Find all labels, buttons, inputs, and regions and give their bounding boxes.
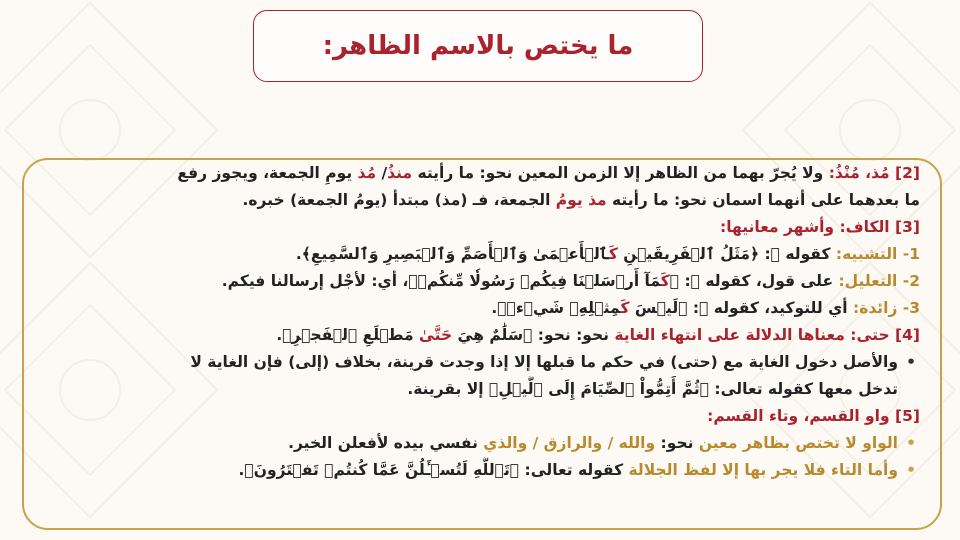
content-text (34, 160, 920, 484)
text-run: وأما التاء فلا يجر بها إلا لفظ الجلالة (623, 461, 898, 479)
text-run: 2- التعليل: (833, 272, 920, 290)
content-line (34, 430, 920, 457)
text-run: يومِ الجمعة، ويجوز رفع (177, 164, 358, 182)
title-box (253, 10, 703, 82)
content-line (34, 322, 920, 349)
text-run: الواو لا تختص بظاهر معين (693, 434, 898, 452)
text-run: ما بعدهما على أنهما اسمان نحو: ما رأيته (606, 191, 920, 209)
text-run: نحو: (655, 434, 694, 452)
text-run: كَ (620, 299, 630, 317)
text-run: كَ (660, 272, 670, 290)
text-run: 3- زائدة: (847, 299, 920, 317)
text-run: كقوله تعالى: ﴿تَٱللَّهِ لَتُسۡـَٔلُنَّ عَمَّا كُنتُمۡ تَفۡتَرُونَ﴾. (238, 461, 624, 479)
text-run: [3] الكاف: وأشهر معانيها: (720, 218, 920, 236)
content-line (34, 349, 920, 376)
content-line (34, 457, 920, 484)
text-run: كقوله ﷻ: ﴿مَثَلُ ٱلۡفَرِيقَيۡنِ (617, 245, 831, 263)
content-line (34, 160, 920, 187)
text-run: حَتَّىٰ (418, 326, 453, 344)
text-run: مَطۡلَعِ ٱلۡفَجۡرِ﴾. (276, 326, 419, 344)
text-run: نحو: نحو: ﴿سَلَٰمٌ هِيَ (452, 326, 609, 344)
text-run: [2] مُذ، مُنْذُ: (823, 164, 920, 182)
text-run: أي للتوكيد، كقوله ﷻ: ﴿لَيۡسَ (629, 299, 848, 317)
text-run: على قول، كقوله ﷻ: ﴿ (669, 272, 834, 290)
text-run: مَآ أَرۡسَلۡنَا فِيكُمۡ رَسُولٗا مِّنكُمۡ﴾، أي: لأجْل إرسالنا فيكم. (221, 272, 661, 290)
slide-title: ما يختص بالاسم الظاهر: (322, 31, 634, 61)
content-line (34, 214, 920, 241)
content-line (34, 187, 920, 214)
text-run: مِثۡلِهِۦ شَيۡءٞ﴾. (491, 299, 621, 317)
text-run: 1- التشبيه: (830, 245, 920, 263)
text-run: والله / والرازق / والذي (483, 434, 656, 452)
text-run: [4] حتى: معناها الدلالة على انتهاء الغاية (609, 326, 920, 344)
bullet-icon: • (906, 434, 916, 452)
text-run: / (376, 164, 388, 182)
text-run: نفسي بيده لأفعلن الخير. (288, 434, 484, 452)
text-run: الجمعة، فـ (مذ) مبتدأ (يومُ الجمعة) خبره. (242, 191, 556, 209)
content-line (34, 376, 920, 403)
content-line (34, 403, 920, 430)
bullet-icon: • (906, 353, 916, 371)
text-run: تدخل معها كقوله تعالى: ﴿ثُمَّ أَتِمُّواْ ٱلصِّيَامَ إِلَى ٱلَّيۡلِ﴾ إلا بقرينة. (407, 380, 898, 398)
content-line (34, 268, 920, 295)
content-line (34, 241, 920, 268)
text-run: ولا يُجرّ بهما من الظاهر إلا الزمن المعين نحو: ما رأيته (412, 164, 824, 182)
text-run: كَ (608, 245, 618, 263)
bullet-icon: • (906, 461, 916, 479)
text-run: والأصل دخول الغاية مع (حتى) في حكم ما قبلها إلا إذا وجدت قرينة، بخلاف (إلى) فإن الغاية لا (190, 353, 898, 371)
content-line (34, 295, 920, 322)
text-run: مُذ (357, 164, 377, 182)
text-run: منذُ (387, 164, 413, 182)
text-run: مذ يومُ (555, 191, 607, 209)
text-run: ٱلۡأَعۡمَىٰ وَٱلۡأَصَمِّ وَٱلۡبَصِيرِ وَٱلسَّمِيعِ﴾. (295, 245, 609, 263)
text-run: [5] واو القسم، وتاء القسم: (707, 407, 920, 425)
